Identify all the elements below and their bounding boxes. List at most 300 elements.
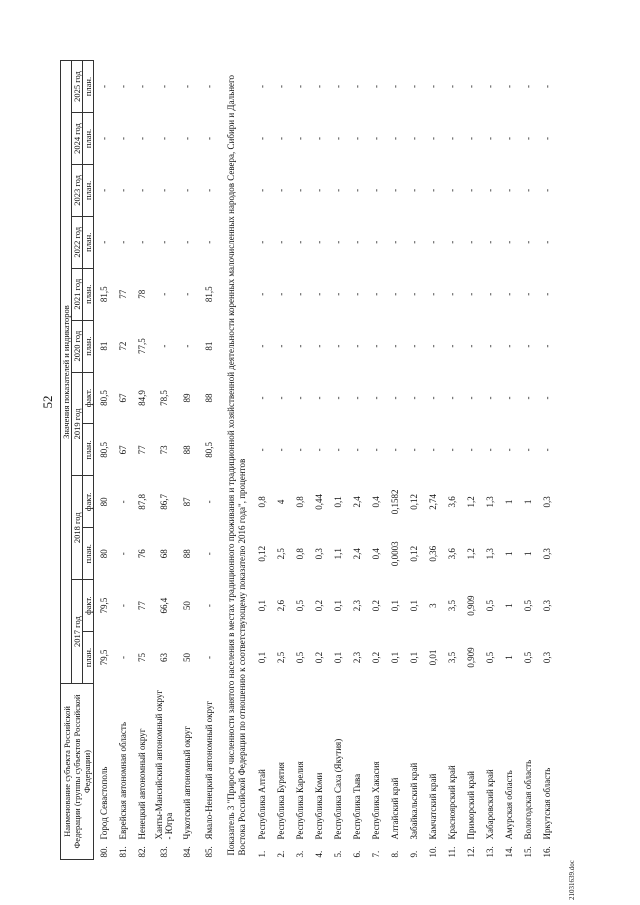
table-row	[132, 61, 151, 860]
value-cell: 1,1	[332, 548, 343, 560]
value-cell: 80	[98, 549, 109, 559]
value-cell: -	[351, 292, 362, 296]
value-cell: -	[408, 136, 419, 140]
table-row	[347, 61, 366, 860]
value-cell: 77	[117, 289, 128, 299]
value-cell: -	[446, 344, 457, 348]
value-cell: 0,44	[313, 493, 324, 510]
plan-header: план.	[83, 113, 94, 165]
value-cell: -	[465, 448, 476, 452]
value-cell: 1	[522, 551, 533, 556]
year-header: 2021 год	[72, 268, 83, 320]
table-row	[480, 61, 499, 860]
table-row	[309, 61, 328, 860]
value-cell: 77	[136, 601, 147, 611]
value-cell: -	[332, 85, 343, 89]
value-cell: 0,1	[332, 651, 343, 664]
value-cell: -	[332, 396, 343, 400]
value-cell: -	[408, 344, 419, 348]
value-cell: -	[389, 240, 400, 244]
value-cell: 0,909	[465, 595, 476, 616]
value-cell: -	[313, 136, 324, 140]
value-cell: -	[275, 448, 286, 452]
year-header: 2017 год	[72, 580, 83, 684]
year-header: 2019 год	[72, 372, 83, 476]
value-cell: 67	[117, 393, 128, 403]
value-cell: -	[204, 240, 214, 244]
value-cell: 0,12	[408, 545, 419, 562]
value-cell: 0,2	[313, 600, 324, 612]
value-cell: -	[446, 396, 457, 400]
value-cell: 89	[181, 393, 192, 403]
region-name: Чукотский автономный округ	[181, 726, 192, 840]
value-cell: 79,5	[98, 597, 109, 614]
value-cell: -	[204, 552, 214, 556]
value-cell: 73	[159, 445, 169, 455]
value-cell: -	[503, 240, 514, 244]
value-cell: 0,2	[313, 651, 324, 664]
region-name: Еврейская автономная область	[117, 722, 128, 840]
table-row	[404, 61, 423, 860]
value-cell: -	[275, 344, 286, 348]
value-cell: -	[275, 292, 286, 296]
value-cell: -	[522, 396, 533, 400]
value-cell: -	[370, 240, 381, 244]
value-cell: 80,5	[204, 442, 214, 458]
value-cell: -	[522, 188, 533, 192]
table-row	[252, 61, 271, 860]
value-cell: 2,6	[275, 600, 286, 612]
value-cell: 0,1	[332, 496, 343, 508]
value-cell: 78	[136, 289, 147, 299]
row-number: 7.	[370, 850, 381, 858]
value-cell: -	[503, 396, 514, 400]
table-row	[518, 61, 537, 860]
region-name: Город Севастополь	[98, 766, 109, 840]
value-cell: -	[332, 188, 343, 192]
row-number: 8.	[389, 850, 400, 858]
value-cell: -	[351, 344, 362, 348]
value-cell: -	[484, 240, 495, 244]
value-cell: -	[446, 292, 457, 296]
value-cell: 1	[503, 655, 514, 660]
region-name: Республика Тыва	[351, 773, 362, 840]
value-cell: 2,3	[351, 600, 362, 612]
value-cell: -	[484, 292, 495, 296]
value-cell: 75	[136, 653, 147, 663]
value-cell: -	[117, 240, 128, 244]
value-cell: -	[117, 136, 128, 140]
value-cell: -	[204, 656, 214, 660]
value-cell: -	[541, 292, 552, 296]
value-cell: -	[332, 136, 343, 140]
value-cell: 0,5	[294, 651, 305, 664]
value-cell: -	[181, 344, 192, 348]
value-cell: 79,5	[98, 649, 109, 666]
region-name: Республика Бурятия	[275, 762, 286, 840]
value-cell: 0,3	[541, 600, 552, 612]
value-cell: 87,8	[136, 493, 147, 510]
value-cell: -	[408, 85, 419, 89]
value-cell: -	[275, 188, 286, 192]
value-cell: -	[294, 396, 305, 400]
table-row	[271, 61, 290, 860]
value-cell: 68	[159, 549, 169, 559]
value-cell: 3,6	[446, 496, 457, 508]
fact-header: факт.	[83, 580, 94, 632]
value-cell: 1,3	[484, 548, 495, 560]
value-cell: -	[204, 85, 214, 89]
value-cell: -	[465, 344, 476, 348]
table-row	[94, 61, 114, 860]
indicator-heading: Показатель 3 "Прирост численности занятого населения в местах традиционного проживания и традиционной хозяйственной деятельности коренных малочисленных народов Севера, Сибири и Дальнего Востока Российской Федерации по отношению к соответствующему показателю 2016 года", процентов	[226, 75, 247, 856]
value-cell: -	[294, 344, 305, 348]
value-cell: 84,9	[136, 390, 147, 406]
value-cell: -	[117, 656, 128, 660]
table-row	[328, 61, 347, 860]
row-number: 81.	[117, 846, 128, 858]
region-name: Ханты-Мансийский автономный округ - Югра	[154, 689, 174, 840]
value-cell: 0,5	[522, 651, 533, 664]
value-cell: -	[204, 136, 214, 140]
value-cell: 0,5	[484, 600, 495, 612]
row-number: 83.	[159, 846, 169, 858]
value-cell: -	[484, 448, 495, 452]
value-cell: -	[181, 85, 192, 89]
value-cell: -	[256, 396, 267, 400]
value-cell: 81,5	[98, 286, 109, 303]
plan-header: план.	[83, 632, 94, 684]
value-cell: -	[313, 240, 324, 244]
value-cell: -	[275, 240, 286, 244]
value-cell: -	[408, 240, 419, 244]
value-cell: -	[389, 448, 400, 452]
plan-header: план.	[83, 268, 94, 320]
value-cell: -	[522, 448, 533, 452]
value-cell: 0,12	[408, 493, 419, 510]
table-row	[113, 61, 132, 860]
region-name: Ненецкий автономный округ	[136, 728, 147, 840]
value-cell: -	[351, 136, 362, 140]
row-number: 4.	[313, 850, 324, 858]
year-header: 2022 год	[72, 216, 83, 268]
table-body-b	[252, 61, 556, 860]
fact-header: факт.	[83, 476, 94, 528]
value-cell: 0,909	[465, 647, 476, 668]
value-cell: -	[256, 292, 267, 296]
value-cell: -	[389, 344, 400, 348]
value-cell: 2,5	[275, 548, 286, 560]
value-cell: 50	[181, 601, 192, 611]
value-cell: -	[503, 344, 514, 348]
value-cell: 0,5	[294, 600, 305, 612]
value-cell: 0,1	[256, 600, 267, 612]
value-cell: -	[181, 188, 192, 192]
year-header: 2023 год	[72, 164, 83, 216]
value-cell: 1	[522, 499, 533, 505]
value-cell: -	[484, 136, 495, 140]
year-header: 2020 год	[72, 320, 83, 372]
value-cell: -	[522, 136, 533, 140]
value-cell: -	[117, 604, 128, 608]
value-cell: -	[256, 344, 267, 348]
value-cell: 1,3	[484, 496, 495, 508]
value-cell: -	[370, 448, 381, 452]
value-cell: 77	[136, 445, 147, 455]
table-row	[537, 61, 556, 860]
value-cell: -	[484, 344, 495, 348]
value-cell: -	[159, 85, 169, 89]
value-cell: 3,5	[446, 600, 457, 612]
value-cell: 80,5	[98, 442, 109, 458]
value-cell: 0,3	[541, 496, 552, 508]
value-cell: -	[256, 240, 267, 244]
value-cell: -	[389, 188, 400, 192]
value-cell: -	[117, 500, 128, 504]
value-cell: -	[541, 448, 552, 452]
value-cell: -	[313, 396, 324, 400]
plan-header: план.	[83, 424, 94, 476]
value-cell: -	[427, 396, 438, 400]
value-cell: 0,5	[484, 651, 495, 664]
value-cell: -	[503, 136, 514, 140]
value-cell: -	[465, 85, 476, 89]
value-cell: 0,3	[313, 548, 324, 560]
value-cell: 72	[117, 341, 128, 351]
value-cell: -	[503, 448, 514, 452]
value-cell: 0,2	[370, 600, 381, 612]
value-cell: -	[159, 188, 169, 192]
value-cell: 3,6	[446, 548, 457, 560]
value-cell: -	[294, 240, 305, 244]
value-cell: -	[294, 136, 305, 140]
row-number: 3.	[294, 850, 305, 858]
value-cell: -	[427, 240, 438, 244]
value-cell: 2,5	[275, 651, 286, 664]
value-cell: 0,3	[541, 548, 552, 560]
row-number: 10.	[427, 846, 438, 858]
table-row	[461, 61, 480, 860]
value-cell: 0,8	[294, 496, 305, 508]
region-name: Республика Алтай	[256, 769, 267, 840]
value-cell: -	[408, 188, 419, 192]
value-cell: -	[541, 396, 552, 400]
value-cell: -	[446, 448, 457, 452]
value-cell: 1	[503, 551, 514, 556]
value-cell: -	[275, 396, 286, 400]
value-cell: -	[294, 448, 305, 452]
value-cell: 81	[98, 341, 109, 351]
value-cell: -	[159, 344, 169, 348]
value-cell: -	[465, 188, 476, 192]
value-cell: -	[389, 85, 400, 89]
value-cell: -	[427, 85, 438, 89]
region-name: Республика Саха (Якутия)	[332, 738, 343, 840]
footer-code: 21031639.doc	[568, 860, 576, 900]
value-cell: 76	[136, 549, 147, 559]
region-name: Приморский край	[465, 771, 476, 840]
value-cell: -	[294, 85, 305, 89]
value-cell: -	[313, 292, 324, 296]
row-number: 6.	[351, 850, 362, 858]
value-cell: 81,5	[204, 286, 214, 303]
table-row	[366, 61, 385, 860]
value-cell: -	[370, 188, 381, 192]
value-cell: -	[465, 396, 476, 400]
value-cell: -	[408, 448, 419, 452]
value-cell: -	[389, 396, 400, 400]
value-cell: 2,4	[351, 548, 362, 560]
value-cell: -	[370, 292, 381, 296]
value-cell: 66,4	[159, 597, 169, 614]
value-cell: -	[275, 85, 286, 89]
value-cell: 0,4	[370, 548, 381, 560]
value-cell: 0,1	[256, 651, 267, 664]
value-cell: 63	[159, 653, 169, 663]
value-cell: 0,1	[389, 651, 400, 664]
value-cell: -	[408, 396, 419, 400]
value-cell: -	[541, 85, 552, 89]
value-cell: -	[351, 188, 362, 192]
value-cell: -	[332, 292, 343, 296]
fact-header: факт.	[83, 372, 94, 424]
region-name: Республика Хакасия	[370, 761, 381, 840]
value-cell: 3,5	[446, 651, 457, 664]
value-cell: 80	[98, 497, 109, 507]
region-name: Красноярский край	[446, 765, 457, 840]
value-cell: -	[275, 136, 286, 140]
table-row	[499, 61, 518, 860]
value-cell: -	[541, 188, 552, 192]
plan-header: план.	[83, 164, 94, 216]
value-cell: -	[117, 85, 128, 89]
row-number: 2.	[275, 850, 286, 858]
value-cell: -	[465, 136, 476, 140]
value-cell: -	[204, 188, 214, 192]
row-number: 14.	[503, 846, 514, 858]
value-cell: -	[332, 240, 343, 244]
values-group-header: Значения показателей и индикаторов	[61, 61, 72, 684]
value-cell: -	[136, 188, 147, 192]
value-cell: -	[98, 136, 109, 140]
value-cell: -	[370, 85, 381, 89]
table-row	[290, 61, 309, 860]
region-name: Хабаровский край	[484, 769, 495, 840]
row-number: 82.	[136, 846, 147, 858]
value-cell: 0,1	[389, 600, 400, 612]
value-cell: 0,1	[408, 651, 419, 664]
value-cell: -	[370, 396, 381, 400]
value-cell: -	[351, 240, 362, 244]
value-cell: -	[389, 136, 400, 140]
region-name: Алтайский край	[389, 777, 400, 840]
value-cell: -	[522, 240, 533, 244]
value-cell: 0,0003	[389, 541, 400, 567]
value-cell: -	[256, 448, 267, 452]
value-cell: -	[522, 344, 533, 348]
region-name: Вологодская область	[522, 759, 533, 840]
table-row	[177, 61, 196, 860]
value-cell: -	[256, 85, 267, 89]
value-cell: -	[446, 188, 457, 192]
row-number: 80.	[98, 846, 109, 858]
region-name: Забайкальский край	[408, 762, 419, 840]
value-cell: 0,3	[541, 651, 552, 664]
value-cell: 4	[275, 499, 286, 505]
value-cell: -	[465, 240, 476, 244]
year-header: 2025 год	[72, 61, 83, 113]
value-cell: 2,4	[351, 496, 362, 508]
value-cell: 0,01	[427, 649, 438, 666]
row-number: 12.	[465, 846, 476, 858]
value-cell: 2,3	[351, 651, 362, 664]
value-cell: -	[484, 85, 495, 89]
indicator-section	[222, 61, 252, 860]
value-cell: -	[136, 240, 147, 244]
rotated-content	[40, 60, 580, 900]
row-number: 9.	[408, 850, 419, 858]
value-cell: -	[294, 188, 305, 192]
value-cell: -	[294, 292, 305, 296]
value-cell: -	[332, 448, 343, 452]
value-cell: -	[98, 188, 109, 192]
value-cell: 0,1582	[389, 489, 400, 515]
value-cell: -	[484, 188, 495, 192]
value-cell: 0,1	[332, 600, 343, 612]
value-cell: -	[159, 292, 169, 296]
value-cell: -	[370, 344, 381, 348]
value-cell: -	[370, 136, 381, 140]
value-cell: -	[313, 85, 324, 89]
value-cell: 78,5	[159, 390, 169, 406]
region-name: Иркутская область	[541, 767, 552, 840]
value-cell: 0,1	[408, 600, 419, 612]
value-cell: -	[136, 85, 147, 89]
value-cell: 0,4	[370, 496, 381, 508]
value-cell: 77,5	[136, 338, 147, 354]
value-cell: -	[522, 85, 533, 89]
value-cell: 1,2	[465, 496, 476, 508]
value-cell: -	[503, 188, 514, 192]
value-cell: -	[427, 188, 438, 192]
value-cell: 1,2	[465, 548, 476, 560]
value-cell: -	[98, 240, 109, 244]
value-cell: -	[351, 396, 362, 400]
value-cell: -	[446, 85, 457, 89]
value-cell: -	[313, 188, 324, 192]
value-cell: -	[503, 85, 514, 89]
value-cell: -	[332, 344, 343, 348]
plan-header: план.	[83, 528, 94, 580]
row-number: 16.	[541, 846, 552, 858]
value-cell: 80,5	[98, 390, 109, 406]
plan-header: план.	[83, 216, 94, 268]
row-number: 13.	[484, 846, 495, 858]
value-cell: -	[446, 136, 457, 140]
value-cell: 0,8	[294, 548, 305, 560]
value-cell: -	[204, 500, 214, 504]
value-cell: 1	[503, 499, 514, 505]
region-name: Камчатский край	[427, 773, 438, 840]
value-cell: -	[313, 344, 324, 348]
value-cell: 88	[181, 445, 192, 455]
value-cell: 50	[181, 653, 192, 663]
table-row	[196, 61, 222, 860]
value-cell: -	[389, 292, 400, 296]
value-cell: 3	[427, 603, 438, 608]
row-number: 84.	[181, 846, 192, 858]
value-cell: -	[484, 396, 495, 400]
